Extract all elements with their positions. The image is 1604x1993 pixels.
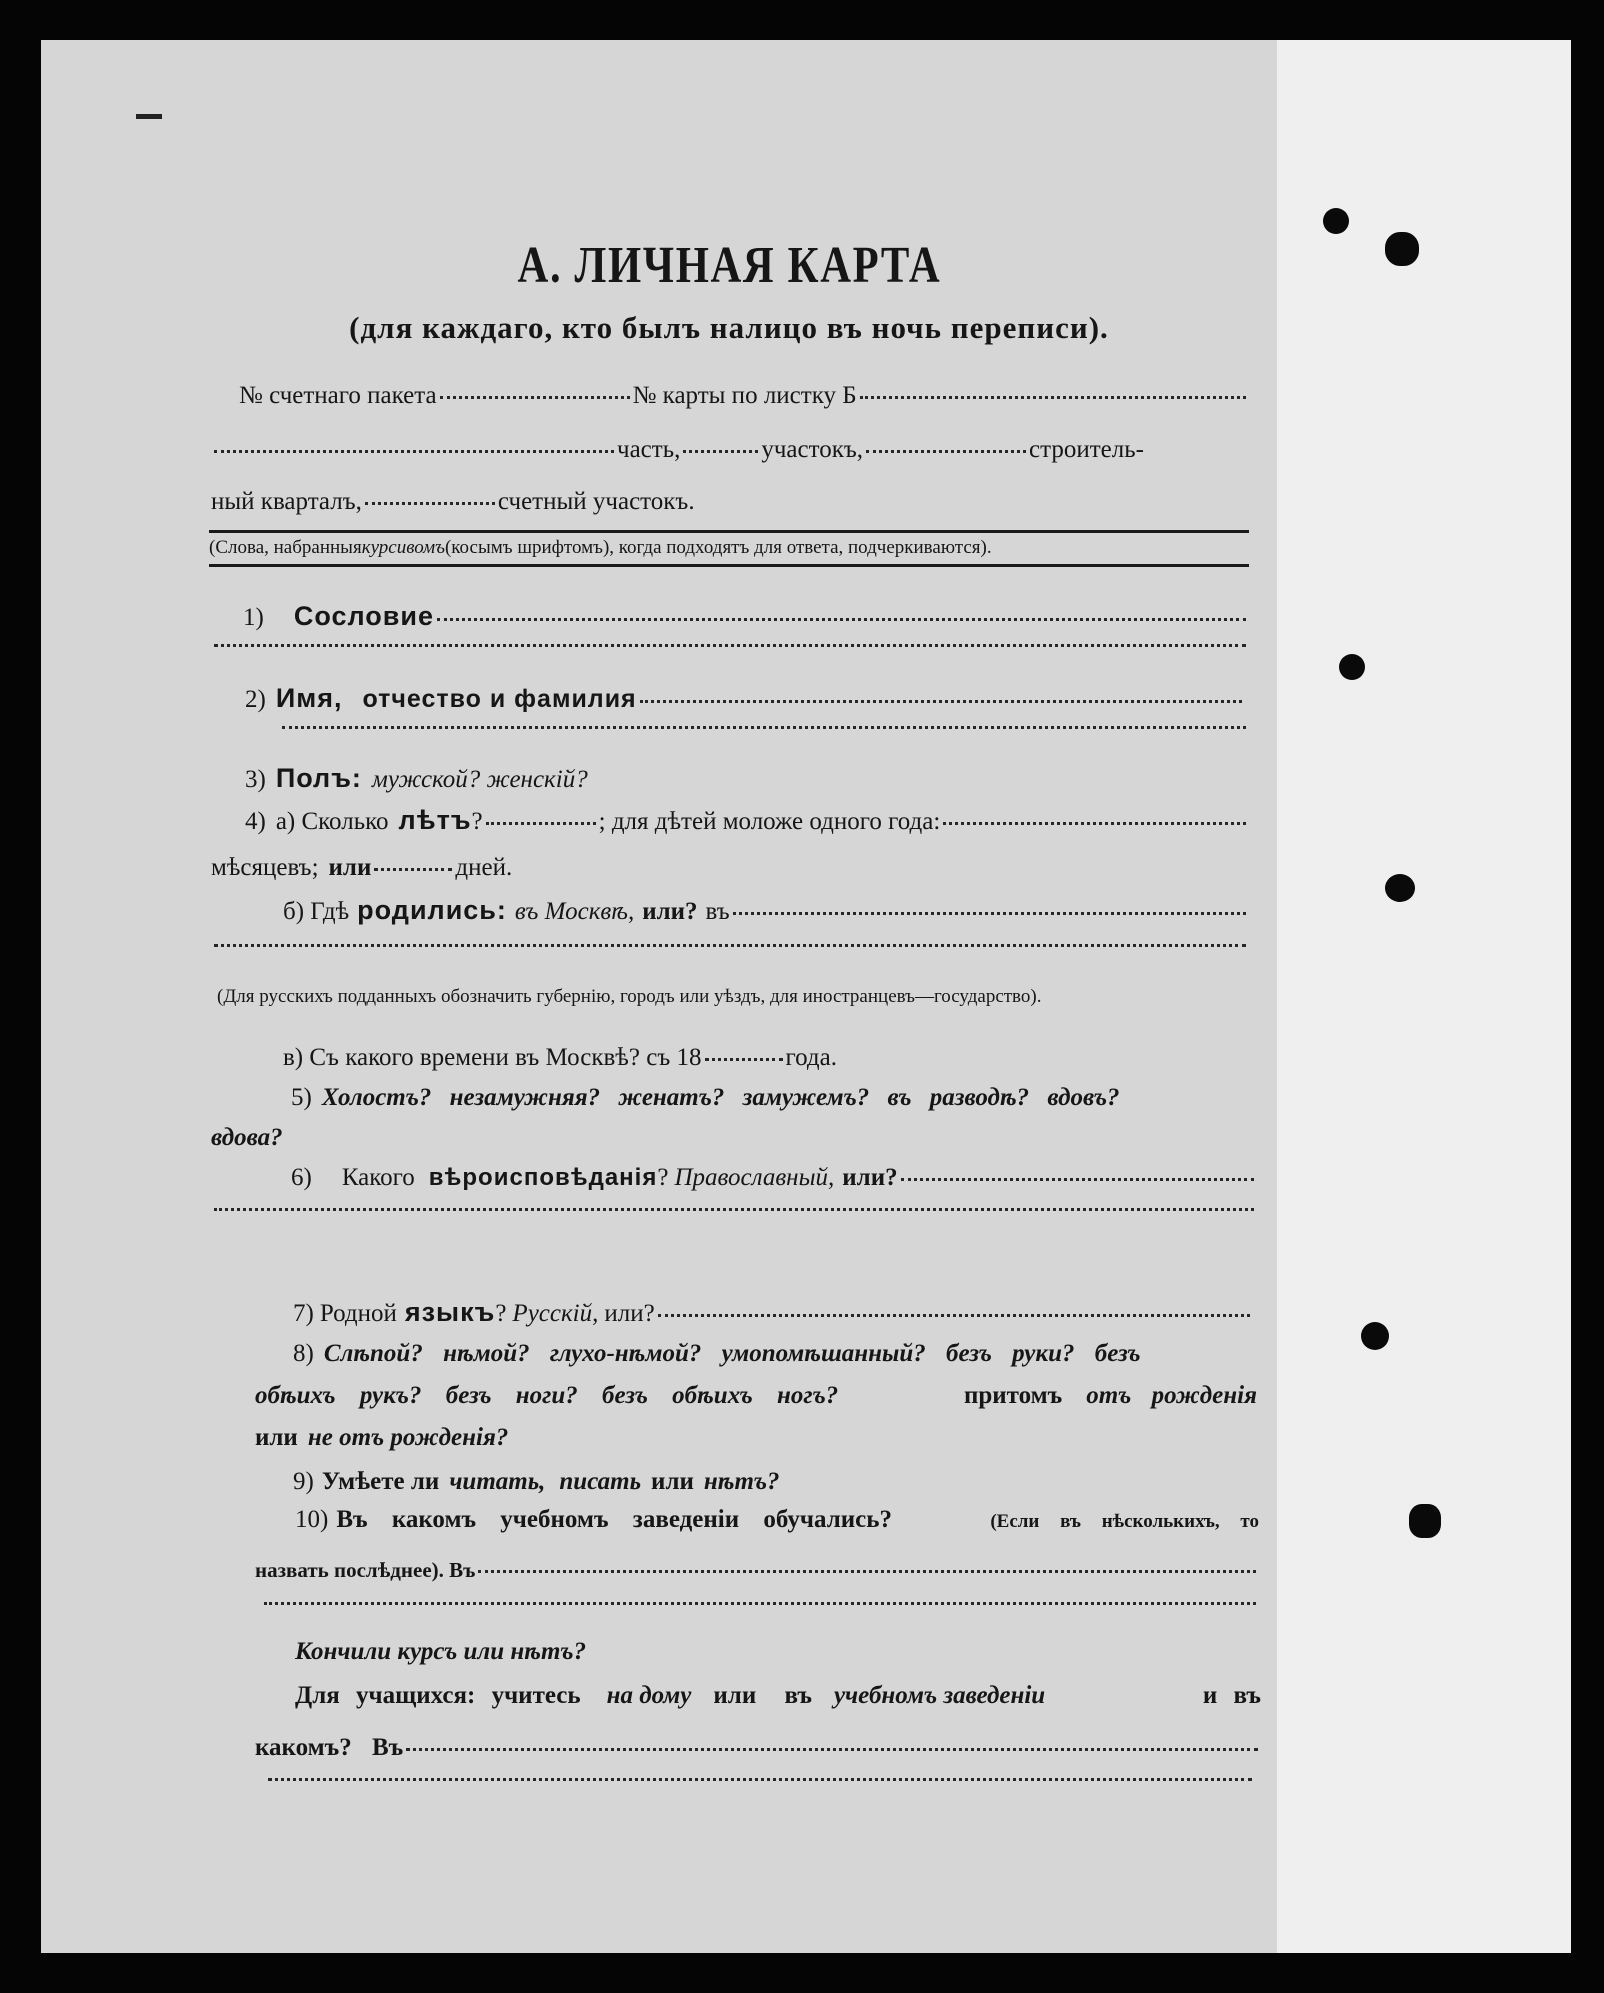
packet-number-field[interactable] [440,396,630,399]
precinct-field[interactable] [866,450,1026,453]
q9-number: 9) [293,1468,314,1495]
q10-number: 10) [295,1506,329,1533]
q10-and-which: и въ [1202,1682,1261,1709]
italic-note-suffix: (косымъ шрифтомъ), когда подходятъ для ответа, подчеркиваются). [444,537,992,558]
italic-note-prefix: (Слова, набранныя [209,537,362,558]
q9-read[interactable]: читать, [449,1468,546,1495]
q9-prefix: Умѣете ли [321,1468,440,1495]
q8-line-2-plain: притомъ [963,1382,1063,1409]
q1-field[interactable] [437,618,1246,621]
q3-label: Полъ: [275,763,362,793]
card-number-label: № карты по листку Б [632,382,857,409]
q7-number: 7) [293,1300,314,1327]
q4b-note: (Для русскихъ подданныхъ обозначить губернію, городъ или уѣздъ, для иностранцевъ—государство). [217,986,1042,1007]
q6-bold: вѣроисповѣданія [428,1164,658,1191]
q2-row-2 [279,730,1249,733]
q4a-prefix: а) Сколько [275,808,389,835]
form-title-row [209,236,1249,296]
q7-prefix: Родной [319,1300,397,1327]
form-subtitle: (для каждаго, кто былъ налицо въ ночь переписи). [349,310,1109,345]
q6-field[interactable] [901,1178,1254,1181]
q4b-or: или? [642,898,698,925]
q3-row [245,760,1245,798]
q4b-in: въ [705,898,730,925]
q4a-infant: ; для дѣтей моложе одного года: [598,808,941,835]
q4c-year-field[interactable] [705,1058,783,1061]
packet-number-label: № счетнаго пакета [239,382,437,409]
part-field[interactable] [683,450,758,453]
q10-school-field-2[interactable] [264,1602,1256,1605]
q1-label: Сословие [293,601,434,631]
block-field[interactable] [365,502,495,505]
q10-note: (Если въ нѣсколькихъ, то [990,1511,1259,1532]
q10-row-1 [295,1502,1259,1538]
q4-number: 4) [245,808,266,835]
q8-line-3-italic[interactable]: не отъ рожденія? [307,1424,509,1451]
italic-note-italic: курсивомъ [361,537,445,558]
q8-line-2-italic[interactable]: обѣихъ рукъ? безъ ноги? безъ обѣихъ ногъ? [255,1382,839,1409]
q6-row-2 [211,1212,1257,1215]
q8-line-1[interactable]: Слѣпой? нѣмой? глухо-нѣмой? умопомѣшанный? безъ руки? безъ [323,1340,1141,1367]
q6-or: или? [842,1164,898,1191]
note-rule-bottom [209,564,1249,567]
q5-row-2 [211,1120,611,1156]
q1-number: 1) [243,604,264,631]
q10-at-school[interactable]: учебномъ заведеніи [833,1682,1046,1709]
q2-label-a: Имя, [275,683,343,713]
q10-finished[interactable]: Кончили курсъ или нѣтъ? [295,1638,587,1665]
block-label-2: ный кварталъ, [211,488,362,515]
q4a-age-field[interactable] [486,822,596,825]
q3-number: 3) [245,766,266,793]
q4a-question: ? [471,808,483,835]
q4b-row-2 [211,948,1249,951]
q1-row [243,598,1249,636]
q4a-months: мѣсяцевъ; [211,854,319,881]
form-title: А. ЛИЧНАЯ КАРТА [517,237,941,294]
q1-field-2[interactable] [214,644,1246,647]
q10-school-field[interactable] [478,1570,1256,1573]
q5-row [291,1080,1255,1116]
form-sheet [41,40,1571,1953]
q6-prefix: Какого [341,1164,415,1191]
header-line-1 [239,378,1249,414]
q10-row-3 [261,1606,1259,1609]
q2-row [245,680,1245,718]
q4c-prefix: в) Съ какого времени въ Москвѣ? съ 18 [283,1044,702,1071]
q10-at-home[interactable]: на дому [606,1682,692,1709]
q4a-row-2 [211,850,711,886]
card-number-field[interactable] [860,396,1246,399]
q9-row [293,1464,993,1500]
q5-options-2[interactable]: вдова? [211,1124,283,1151]
q4a-days-field[interactable] [374,868,452,871]
q10-finished-row [295,1634,895,1670]
q4b-moscow[interactable]: въ Москвѣ, [514,898,635,925]
q10-note-2: назвать послѣднее). Въ [255,1558,476,1582]
q5-number: 5) [291,1084,312,1111]
q4a-infant-field[interactable] [943,822,1246,825]
part-label: часть, [617,436,681,463]
precinct-label: участокъ, [761,436,864,463]
q7-question: ? [495,1300,507,1327]
q10-which-row-2 [265,1782,1255,1785]
count-precinct-label: счетный участокъ. [497,488,695,515]
form-subtitle-row [209,308,1249,348]
q4b-field[interactable] [733,912,1246,915]
q4c-suffix: года. [785,1044,837,1071]
q10-students-row [295,1678,1261,1714]
q8-line-3-or: или [255,1424,298,1451]
q2-field[interactable] [640,700,1242,703]
q8-row-1 [293,1336,1257,1372]
q1-row-2 [211,648,1249,651]
q10-row-2 [255,1552,1259,1588]
q6-question: ? [657,1164,669,1191]
q7-or: или? [604,1300,655,1327]
q5-options[interactable]: Холостъ? незамужняя? женатъ? замужемъ? въ разводѣ? вдовъ? [321,1084,1120,1111]
q9-write[interactable]: писать [559,1468,642,1495]
header-line-2 [211,432,1251,468]
q10-or-in: или въ [713,1682,812,1709]
q7-row [293,1294,1253,1332]
q6-row [291,1160,1257,1196]
q6-orthodox[interactable]: Православный, [674,1164,835,1191]
q8-row-2 [255,1378,1257,1414]
q3-options[interactable]: мужской? женскій? [371,766,588,793]
q7-russian[interactable]: Русскій, [512,1300,599,1327]
q4a-days: дней. [455,854,513,881]
q10-which-field-2[interactable] [268,1778,1252,1781]
q4b-field-2[interactable] [214,944,1246,947]
q7-bold: языкъ [404,1297,496,1327]
q6-field-2[interactable] [214,1208,1254,1211]
q10-which-field[interactable] [406,1748,1258,1751]
q4c-row [283,1040,1083,1076]
q10-students-prefix: Для учащихся: учитесь [295,1682,581,1709]
q4a-row [245,802,1249,840]
q2-label-b: отчество и фамилия [362,685,637,713]
q4b-prefix: б) Гдѣ [283,898,350,925]
q10-which-row [255,1730,1261,1766]
q10-text: Въ какомъ учебномъ заведеніи обучались? [336,1506,892,1533]
block-label-1: строитель- [1029,436,1144,463]
q4b-bold: родились: [357,895,507,925]
q4a-or: или [328,854,372,881]
q7-field[interactable] [658,1314,1250,1317]
q2-number: 2) [245,686,266,713]
q9-no[interactable]: нѣтъ? [703,1468,780,1495]
district-field[interactable] [214,450,614,453]
italic-note [209,534,1249,562]
q6-number: 6) [291,1164,312,1191]
note-rule-top [209,530,1249,533]
q8-number: 8) [293,1340,314,1367]
q9-or: или [651,1468,694,1495]
q4a-bold: лѣтъ [398,805,472,835]
header-line-3 [211,484,1251,520]
q2-field-2[interactable] [282,726,1246,729]
q4b-row [283,892,1249,930]
q10-which: какомъ? Въ [255,1734,404,1761]
q8-line-2-end[interactable]: отъ рожденія [1086,1382,1257,1409]
q8-row-3 [255,1420,855,1456]
